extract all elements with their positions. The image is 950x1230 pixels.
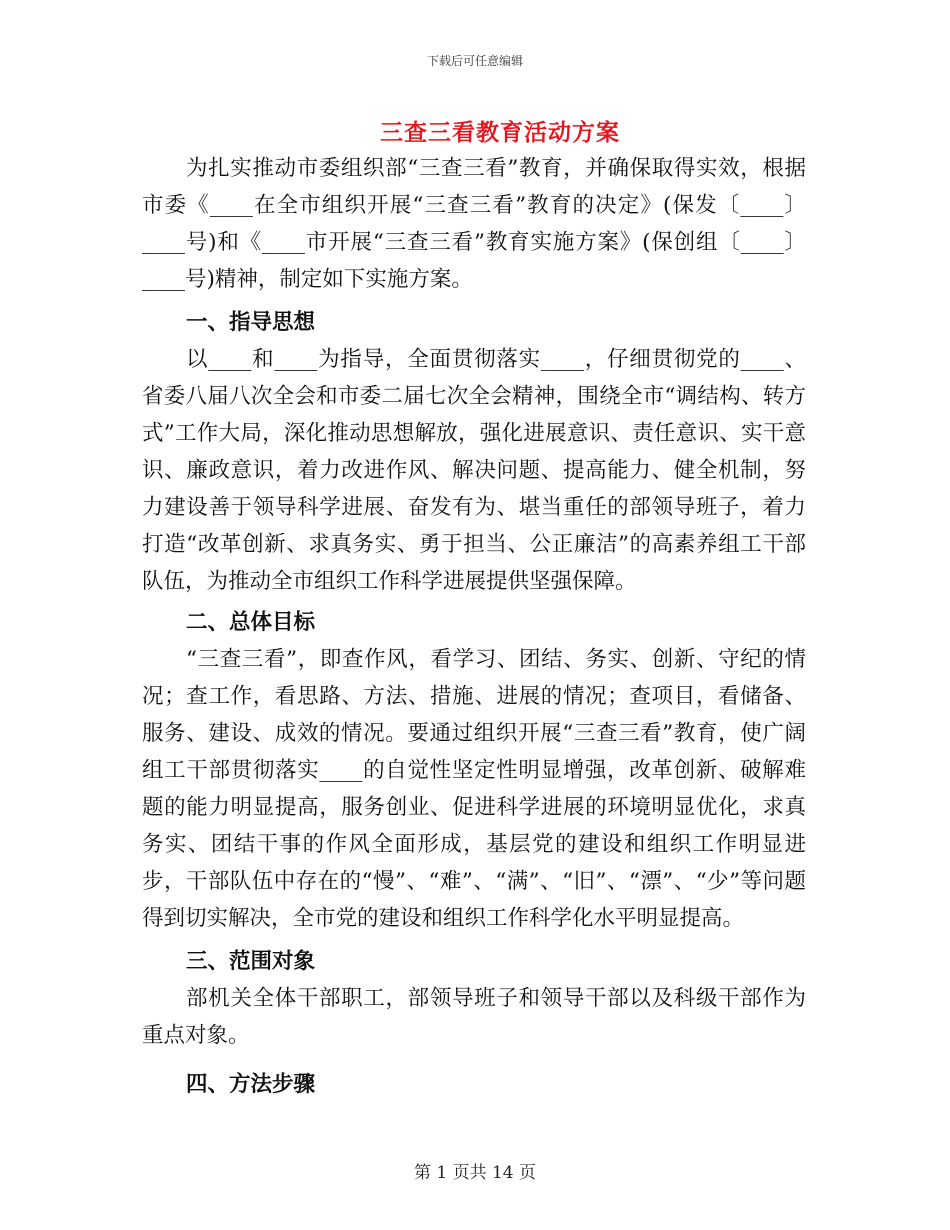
section-heading-overall-goals: 二、总体目标 xyxy=(186,610,316,635)
section-heading-scope: 三、范围对象 xyxy=(186,949,316,974)
page-header-note: 下载后可任意编辑 xyxy=(426,54,523,68)
section-body-scope: 部机关全体干部职工，部领导班子和领导干部以及科级干部作为重点对象。 xyxy=(142,986,806,1048)
intro-paragraph: 为扎实推动市委组织部“三查三看”教育，并确保取得实效，根据市委《____在全市组织开展“三查三看”教育的决定》(保发〔____〕____号)和《____市开展“三查三看”教育实施方案》(保创组〔____〕____号)精神，制定如下实施方案。 xyxy=(142,156,806,292)
document-title: 三查三看教育活动方案 xyxy=(380,119,620,146)
section-heading-guiding-ideology: 一、指导思想 xyxy=(186,310,316,335)
page-number: 第 1 页共 14 页 xyxy=(413,1163,537,1183)
section-body-guiding-ideology: 以____和____为指导，全面贯彻落实____，仔细贯彻党的____、省委八届八次全会和市委二届七次全会精神，围绕全市“调结构、转方式”工作大局，深化推动思想解放，强化进展意识、责任意识、实干意识、廉政意识，着力改进作风、解决问题、提高能力、健全机制，努力建设善于领导科学进展、奋发有为、堪当重任的部领导班子，着力打造“改革创新、求真务实、勇于担当、公正廉洁”的高素养组工干部队伍，为推动全市组织工作科学进展提供坚强保障。 xyxy=(142,347,806,594)
document-body xyxy=(142,150,806,1103)
section-body-overall-goals: “三查三看”，即查作风，看学习、团结、务实、创新、守纪的情况；查工作，看思路、方法、措施、进展的情况；查项目，看储备、服务、建设、成效的情况。要通过组织开展“三查三看”教育，使广阔组工干部贯彻落实____的自觉性坚定性明显增强，改革创新、破解难题的能力明显提高，服务创业、促进科学进展的环境明显优化，求真务实、团结干事的作风全面形成，基层党的建设和组织工作明显进步，干部队伍中存在的“慢”、“难”、“满”、“旧”、“漂”、“少”等问题得到切实解决，全市党的建设和组织工作科学化水平明显提高。 xyxy=(142,647,806,931)
section-heading-methods-steps: 四、方法步骤 xyxy=(186,1072,316,1097)
